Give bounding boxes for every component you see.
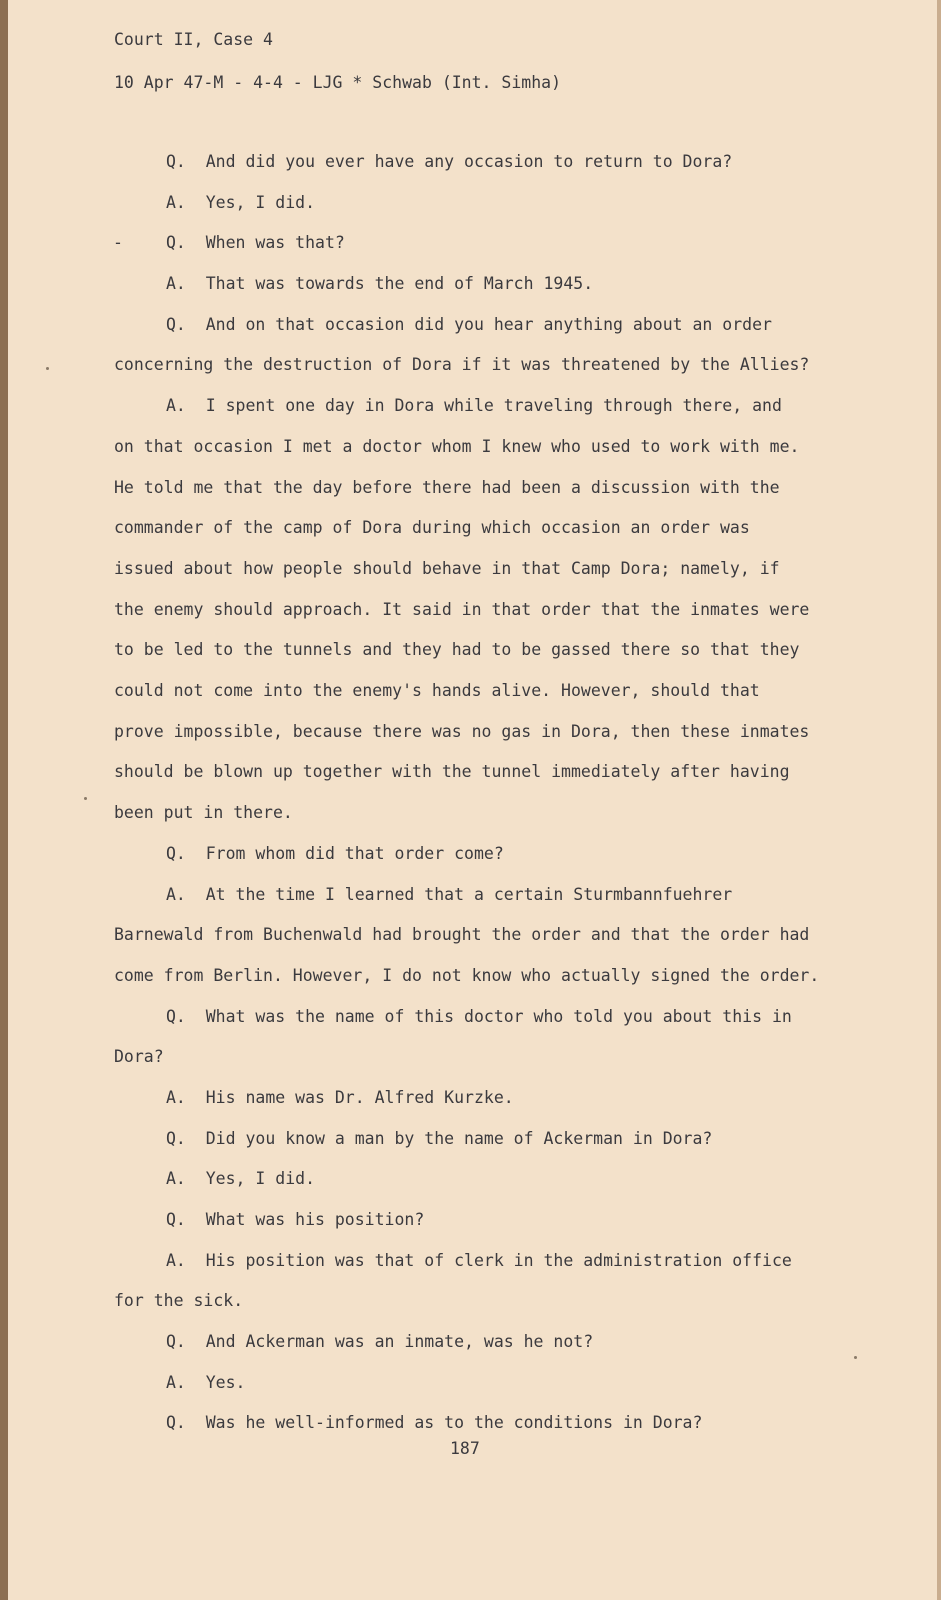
transcript-line: could not come into the enemy's hands alive. However, should that [114,681,760,700]
transcript-line: A. Yes. [166,1373,246,1392]
transcript-line: Q. What was the name of this doctor who told you about this in [166,1007,792,1026]
transcript-line: been put in there. [114,803,293,822]
transcript-line: on that occasion I met a doctor whom I knew who used to work with me. [114,437,800,456]
session-header: 10 Apr 47-M - 4-4 - LJG * Schwab (Int. Simha) [114,73,562,92]
transcript-line: A. His name was Dr. Alfred Kurzke. [166,1088,514,1107]
transcript-line: Q. And on that occasion did you hear anything about an order [166,315,772,334]
scan-right-edge [937,0,941,1600]
transcript-line: should be blown up together with the tunnel immediately after having [114,762,790,781]
margin-dash: - [113,233,123,252]
transcript-line: Barnewald from Buchenwald had brought the order and that the order had [114,925,810,944]
transcript-line: A. His position was that of clerk in the administration office [166,1251,792,1270]
transcript-line: Q. When was that? [166,233,345,252]
transcript-line: come from Berlin. However, I do not know who actually signed the order. [114,966,820,985]
transcript-line: He told me that the day before there had been a discussion with the [114,478,780,497]
transcript-line: Q. Did you know a man by the name of Ackerman in Dora? [166,1129,713,1148]
transcript-line: concerning the destruction of Dora if it was threatened by the Allies? [114,355,810,374]
transcript-line: A. That was towards the end of March 1945. [166,274,594,293]
transcript-line: Q. What was his position? [166,1210,425,1229]
transcript-line: commander of the camp of Dora during which occasion an order was [114,518,750,537]
paper-speck [854,1356,857,1359]
transcript-line: A. At the time I learned that a certain Sturmbannfuehrer [166,885,733,904]
transcript-line: A. Yes, I did. [166,193,316,212]
transcript-line: to be led to the tunnels and they had to be gassed there so that they [114,640,800,659]
transcript-line: for the sick. [114,1291,244,1310]
transcript-line: prove impossible, because there was no gas in Dora, then these inmates [114,722,810,741]
page-number: 187 [450,1439,480,1458]
transcript-line: A. I spent one day in Dora while traveling through there, and [166,396,782,415]
paper-speck [84,797,87,800]
court-case-header: Court II, Case 4 [114,30,273,49]
transcript-line: Q. And Ackerman was an inmate, was he not? [166,1332,594,1351]
typed-page [8,0,937,1600]
transcript-line: issued about how people should behave in that Camp Dora; namely, if [114,559,780,578]
paper-speck [46,367,49,370]
transcript-line: Q. And did you ever have any occasion to return to Dora? [166,152,733,171]
transcript-line: the enemy should approach. It said in that order that the inmates were [114,600,810,619]
transcript-line: Q. From whom did that order come? [166,844,504,863]
transcript-line: Q. Was he well-informed as to the conditions in Dora? [166,1413,703,1432]
scan-left-edge [0,0,8,1600]
transcript-line: A. Yes, I did. [166,1169,316,1188]
transcript-line: Dora? [114,1047,164,1066]
